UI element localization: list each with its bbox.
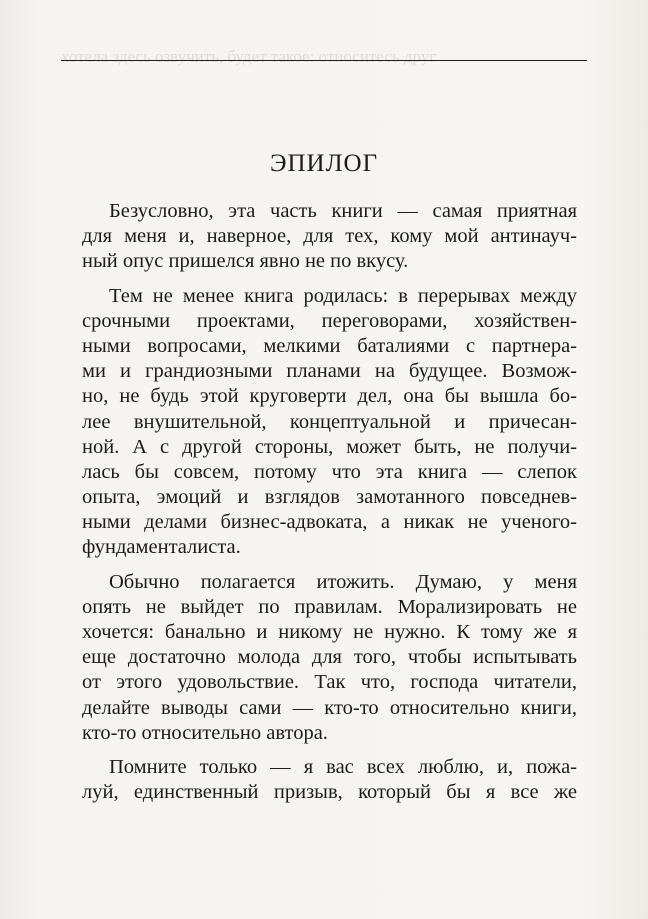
- text-line: ми и грандиозными планами на будущее. Возмож-: [82, 360, 577, 383]
- text-line: фундаменталиста.: [82, 536, 241, 559]
- text-line: от этого удовольствие. Так что, господа читатели,: [82, 671, 577, 694]
- paragraph-4: [82, 755, 577, 805]
- text-line: лась бы совсем, потому что эта книга — слепок: [82, 460, 577, 483]
- paragraph-3: [82, 570, 577, 746]
- paragraph-2: [82, 284, 577, 561]
- text-line: еще достаточно молода для того, чтобы испытывать: [82, 646, 577, 669]
- bleed-through-text: хотела здесь озвучить, будет такое: относитесь друг: [61, 47, 437, 66]
- paragraph-1: [82, 199, 577, 275]
- text-line: луй, единственный призыв, который бы я все же: [82, 781, 577, 804]
- text-line: но, не будь этой круговерти дел, она бы вышла бо-: [82, 385, 577, 408]
- text-line: Тем не менее книга родилась: в перерывах между: [109, 284, 577, 307]
- text-line: Безусловно, эта часть книги — самая приятная: [109, 200, 577, 222]
- header-rule: [61, 60, 587, 61]
- text-line: ными делами бизнес-адвоката, а никак не ученого-: [82, 511, 577, 534]
- text-line: Помните только — я вас всех люблю, и, пожа-: [109, 755, 577, 778]
- text-line: опять не выйдет по правилам. Морализировать не: [82, 595, 577, 618]
- text-line: хочется: банально и никому не нужно. К тому же я: [82, 621, 577, 643]
- text-line: ный опус пришелся явно не по вкусу.: [82, 250, 409, 273]
- text-line: Обычно полагается итожить. Думаю, у меня: [109, 570, 577, 593]
- text-line: кто-то относительно автора.: [82, 721, 328, 744]
- text-line: опыта, эмоций и взглядов замотанного повседнев-: [82, 486, 577, 509]
- text-line: лее внушительной, концептуальной и причесан-: [82, 410, 577, 433]
- chapter-title: ЭПИЛОГ: [269, 150, 379, 177]
- text-line: ными вопросами, мелкими баталиями с партнера-: [82, 334, 577, 357]
- text-line: делайте выводы сами — кто-то относительно книги,: [82, 696, 577, 719]
- text-line: срочными проектами, переговорами, хозяйствен-: [82, 309, 577, 332]
- text-line: для меня и, наверное, для тех, кому мой антинауч-: [82, 225, 577, 248]
- text-line: ной. А с другой стороны, может быть, не получи-: [82, 435, 577, 458]
- body-text: [82, 199, 577, 805]
